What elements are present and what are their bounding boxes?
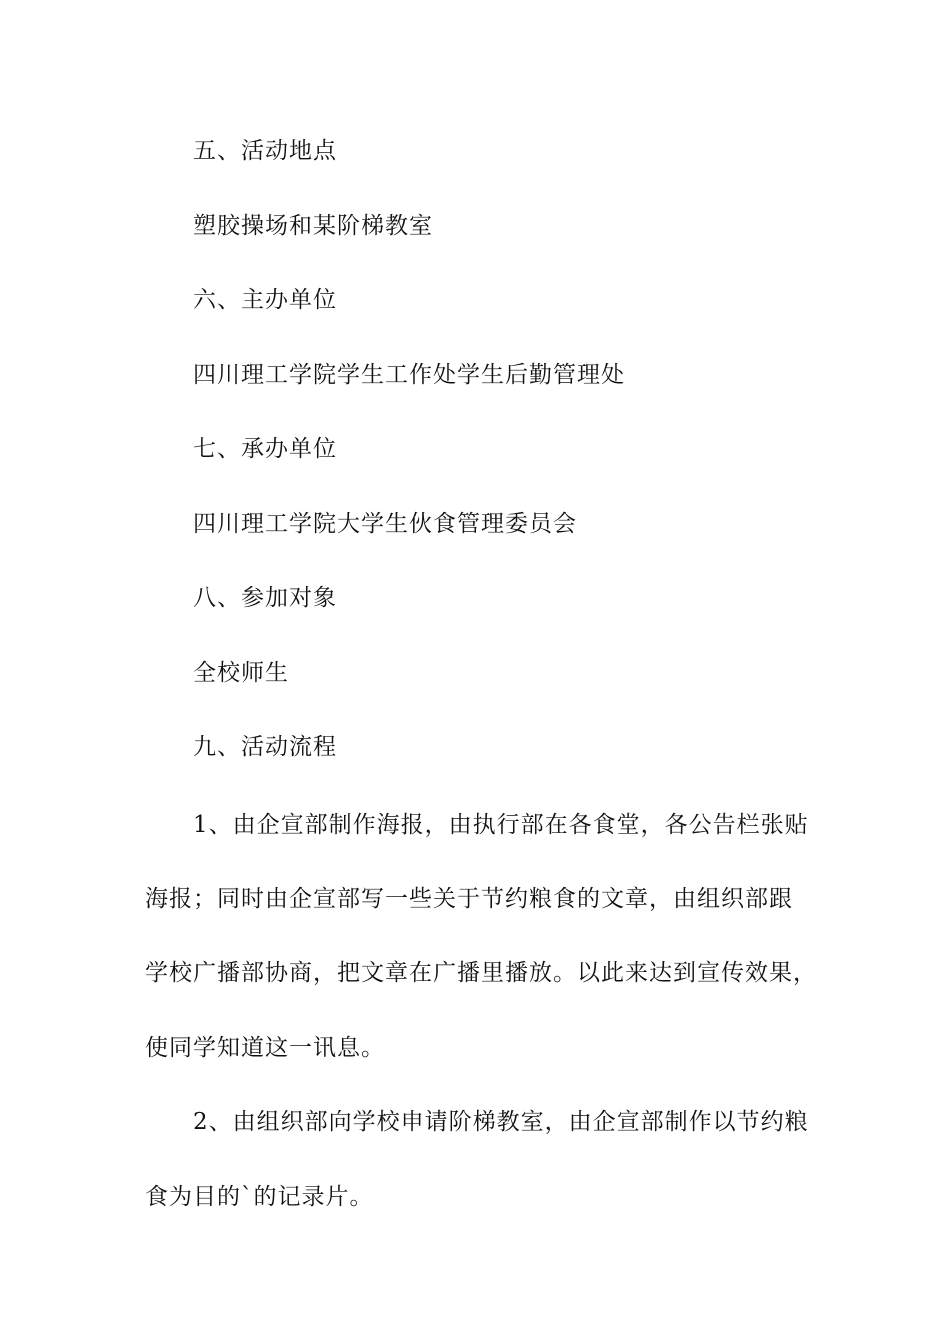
process-step-2-line-1: 2、由组织部向学校申请阶梯教室，由企宣部制作以节约粮 — [193, 1109, 809, 1135]
section-heading-organizer: 六、主办单位 — [193, 287, 337, 313]
process-step-1-line-2: 海报；同时由企宣部写一些关于节约粮食的文章，由组织部跟 — [145, 886, 793, 912]
venue-text: 塑胶操场和某阶梯教室 — [193, 213, 433, 239]
section-heading-process: 九、活动流程 — [193, 734, 337, 760]
section-heading-venue: 五、活动地点 — [193, 138, 337, 164]
section-heading-participants: 八、参加对象 — [193, 585, 337, 611]
organizer-text: 四川理工学院学生工作处学生后勤管理处 — [193, 362, 625, 388]
process-step-2-line-2: 食为目的`的记录片。 — [145, 1184, 374, 1210]
process-step-1-line-4: 使同学知道这一讯息。 — [145, 1035, 385, 1061]
process-step-1-line-1: 1、由企宣部制作海报，由执行部在各食堂，各公告栏张贴 — [193, 812, 809, 838]
process-step-1-line-3: 学校广播部协商，把文章在广播里播放。以此来达到宣传效果， — [145, 960, 817, 986]
co-organizer-text: 四川理工学院大学生伙食管理委员会 — [193, 511, 577, 537]
participants-text: 全校师生 — [193, 660, 289, 686]
section-heading-co-organizer: 七、承办单位 — [193, 436, 337, 462]
